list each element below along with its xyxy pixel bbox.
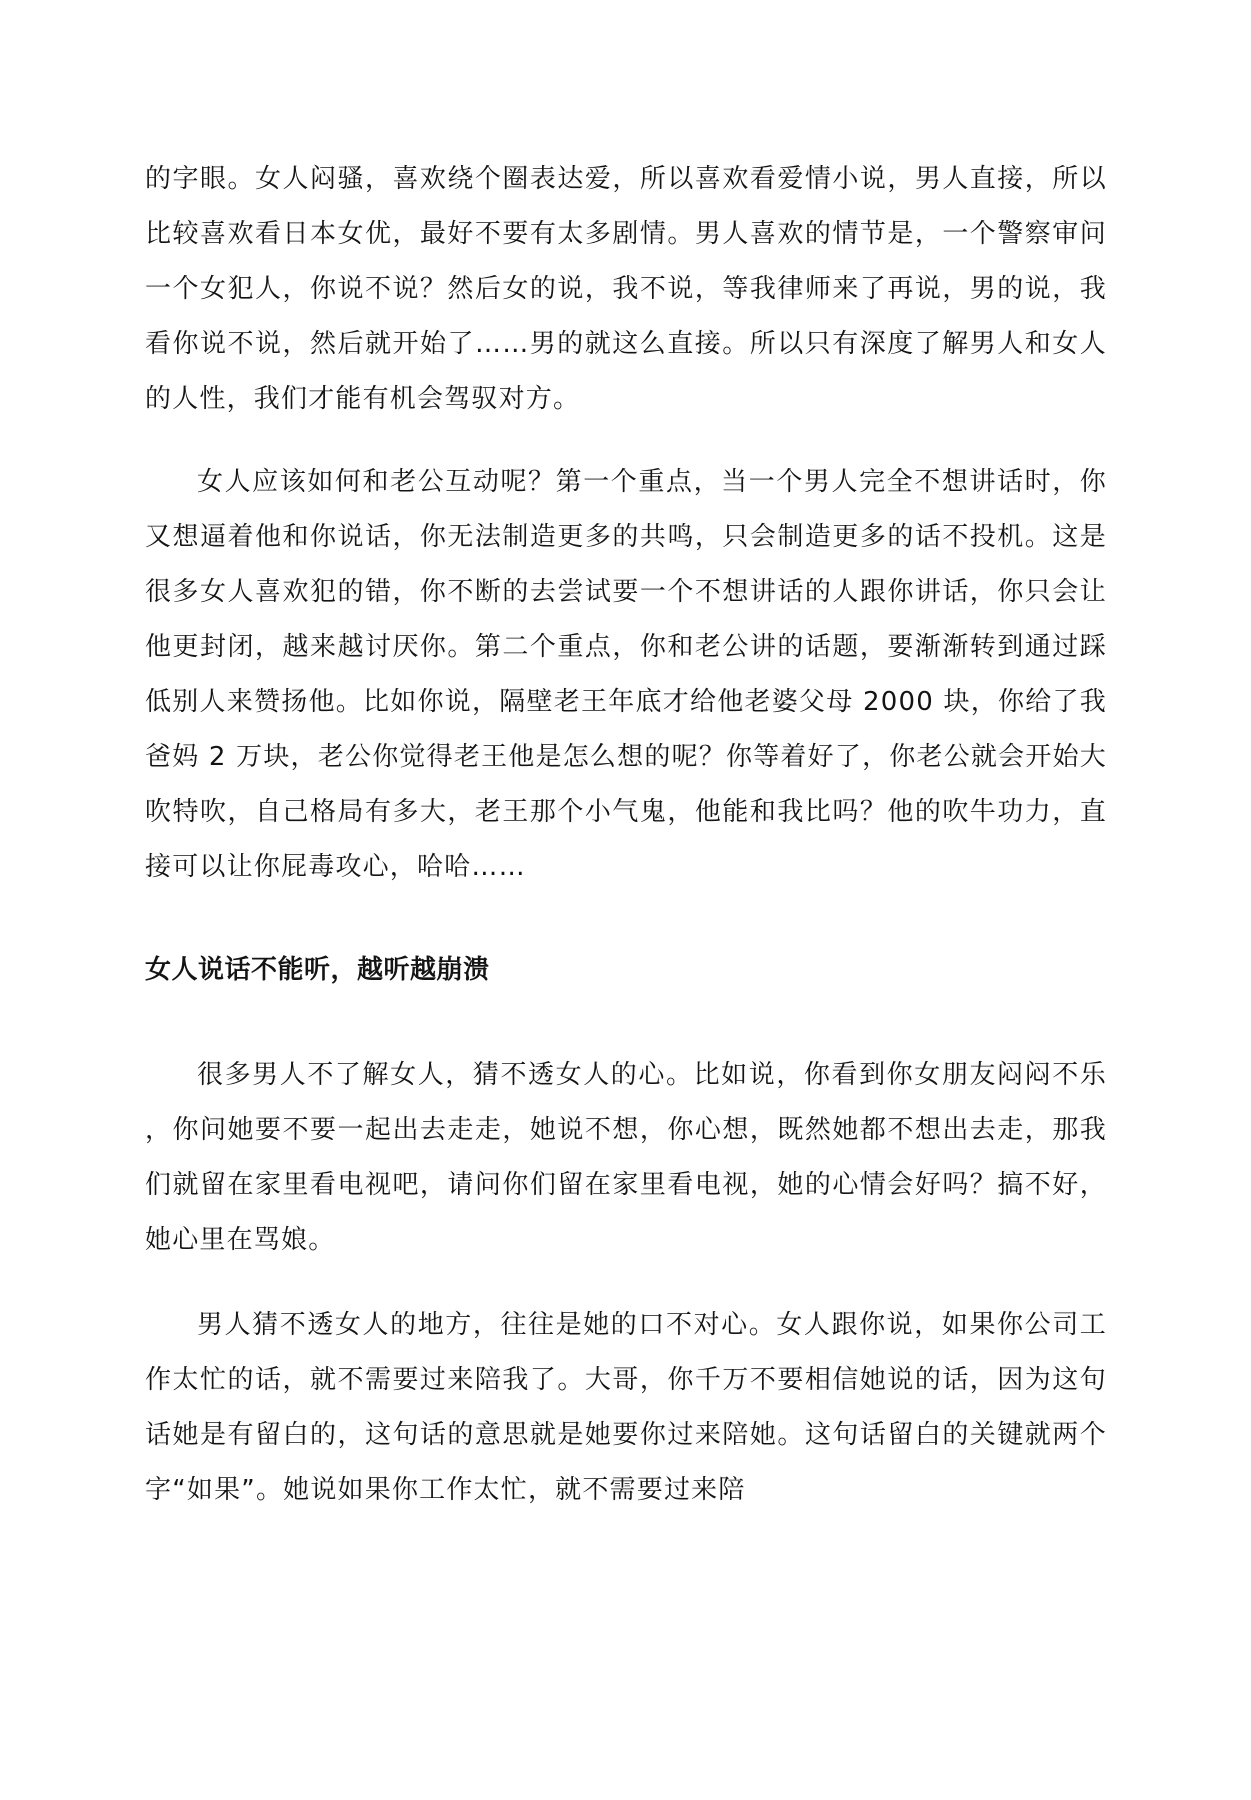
section-heading: 女人说话不能听，越听越崩溃: [145, 955, 490, 985]
paragraph-1: 的字眼。女人闷骚，喜欢绕个圈表达爱，所以喜欢看爱情小说，男人直接，所以比较喜欢看日本女优，最好不要有太多剧情。男人喜欢的情节是，一个警察审问一个女犯人，你说不说？然后女的说，我不说，等我律师来了再说，男的说，我看你说不说，然后就开始了……男的就这么直接。所以只有深度了解男人和女人的人性，我们才能有机会驾驭对方。: [145, 164, 1107, 414]
paragraph-3: 很多男人不了解女人，猜不透女人的心。比如说，你看到你女朋友闷闷不乐，你问她要不要一起出去走走，她说不想，你心想，既然她都不想出去走，那我们就留在家里看电视吧，请问你们留在家里看电视，她的心情会好吗？搞不好，她心里在骂娘。: [145, 1060, 1107, 1255]
paragraph-2: 女人应该如何和老公互动呢？第一个重点，当一个男人完全不想讲话时，你又想逼着他和你说话，你无法制造更多的共鸣，只会制造更多的话不投机。这是很多女人喜欢犯的错，你不断的去尝试要一个不想讲话的人跟你讲话，你只会让他更封闭，越来越讨厌你。第二个重点，你和老公讲的话题，要渐渐转到通过踩低别人来赞扬他。比如你说，隔壁老王年底才给他老婆父母 2000 块，你给了我爸妈 2 万块，老公你觉得老王他是怎么想的呢？你等着好了，你老公就会开始大吹特吹，自己格局有多大，老王那个小气鬼，他能和我比吗？他的吹牛功力，直接可以让你屁毒攻心，哈哈……: [145, 467, 1107, 882]
paragraph-4: 男人猜不透女人的地方，往往是她的口不对心。女人跟你说，如果你公司工作太忙的话，就不需要过来陪我了。大哥，你千万不要相信她说的话，因为这句话她是有留白的，这句话的意思就是她要你过来陪她。这句话留白的关键就两个字“如果”。她说如果你工作太忙，就不需要过来陪: [145, 1310, 1107, 1505]
document-body: [145, 152, 1107, 1518]
